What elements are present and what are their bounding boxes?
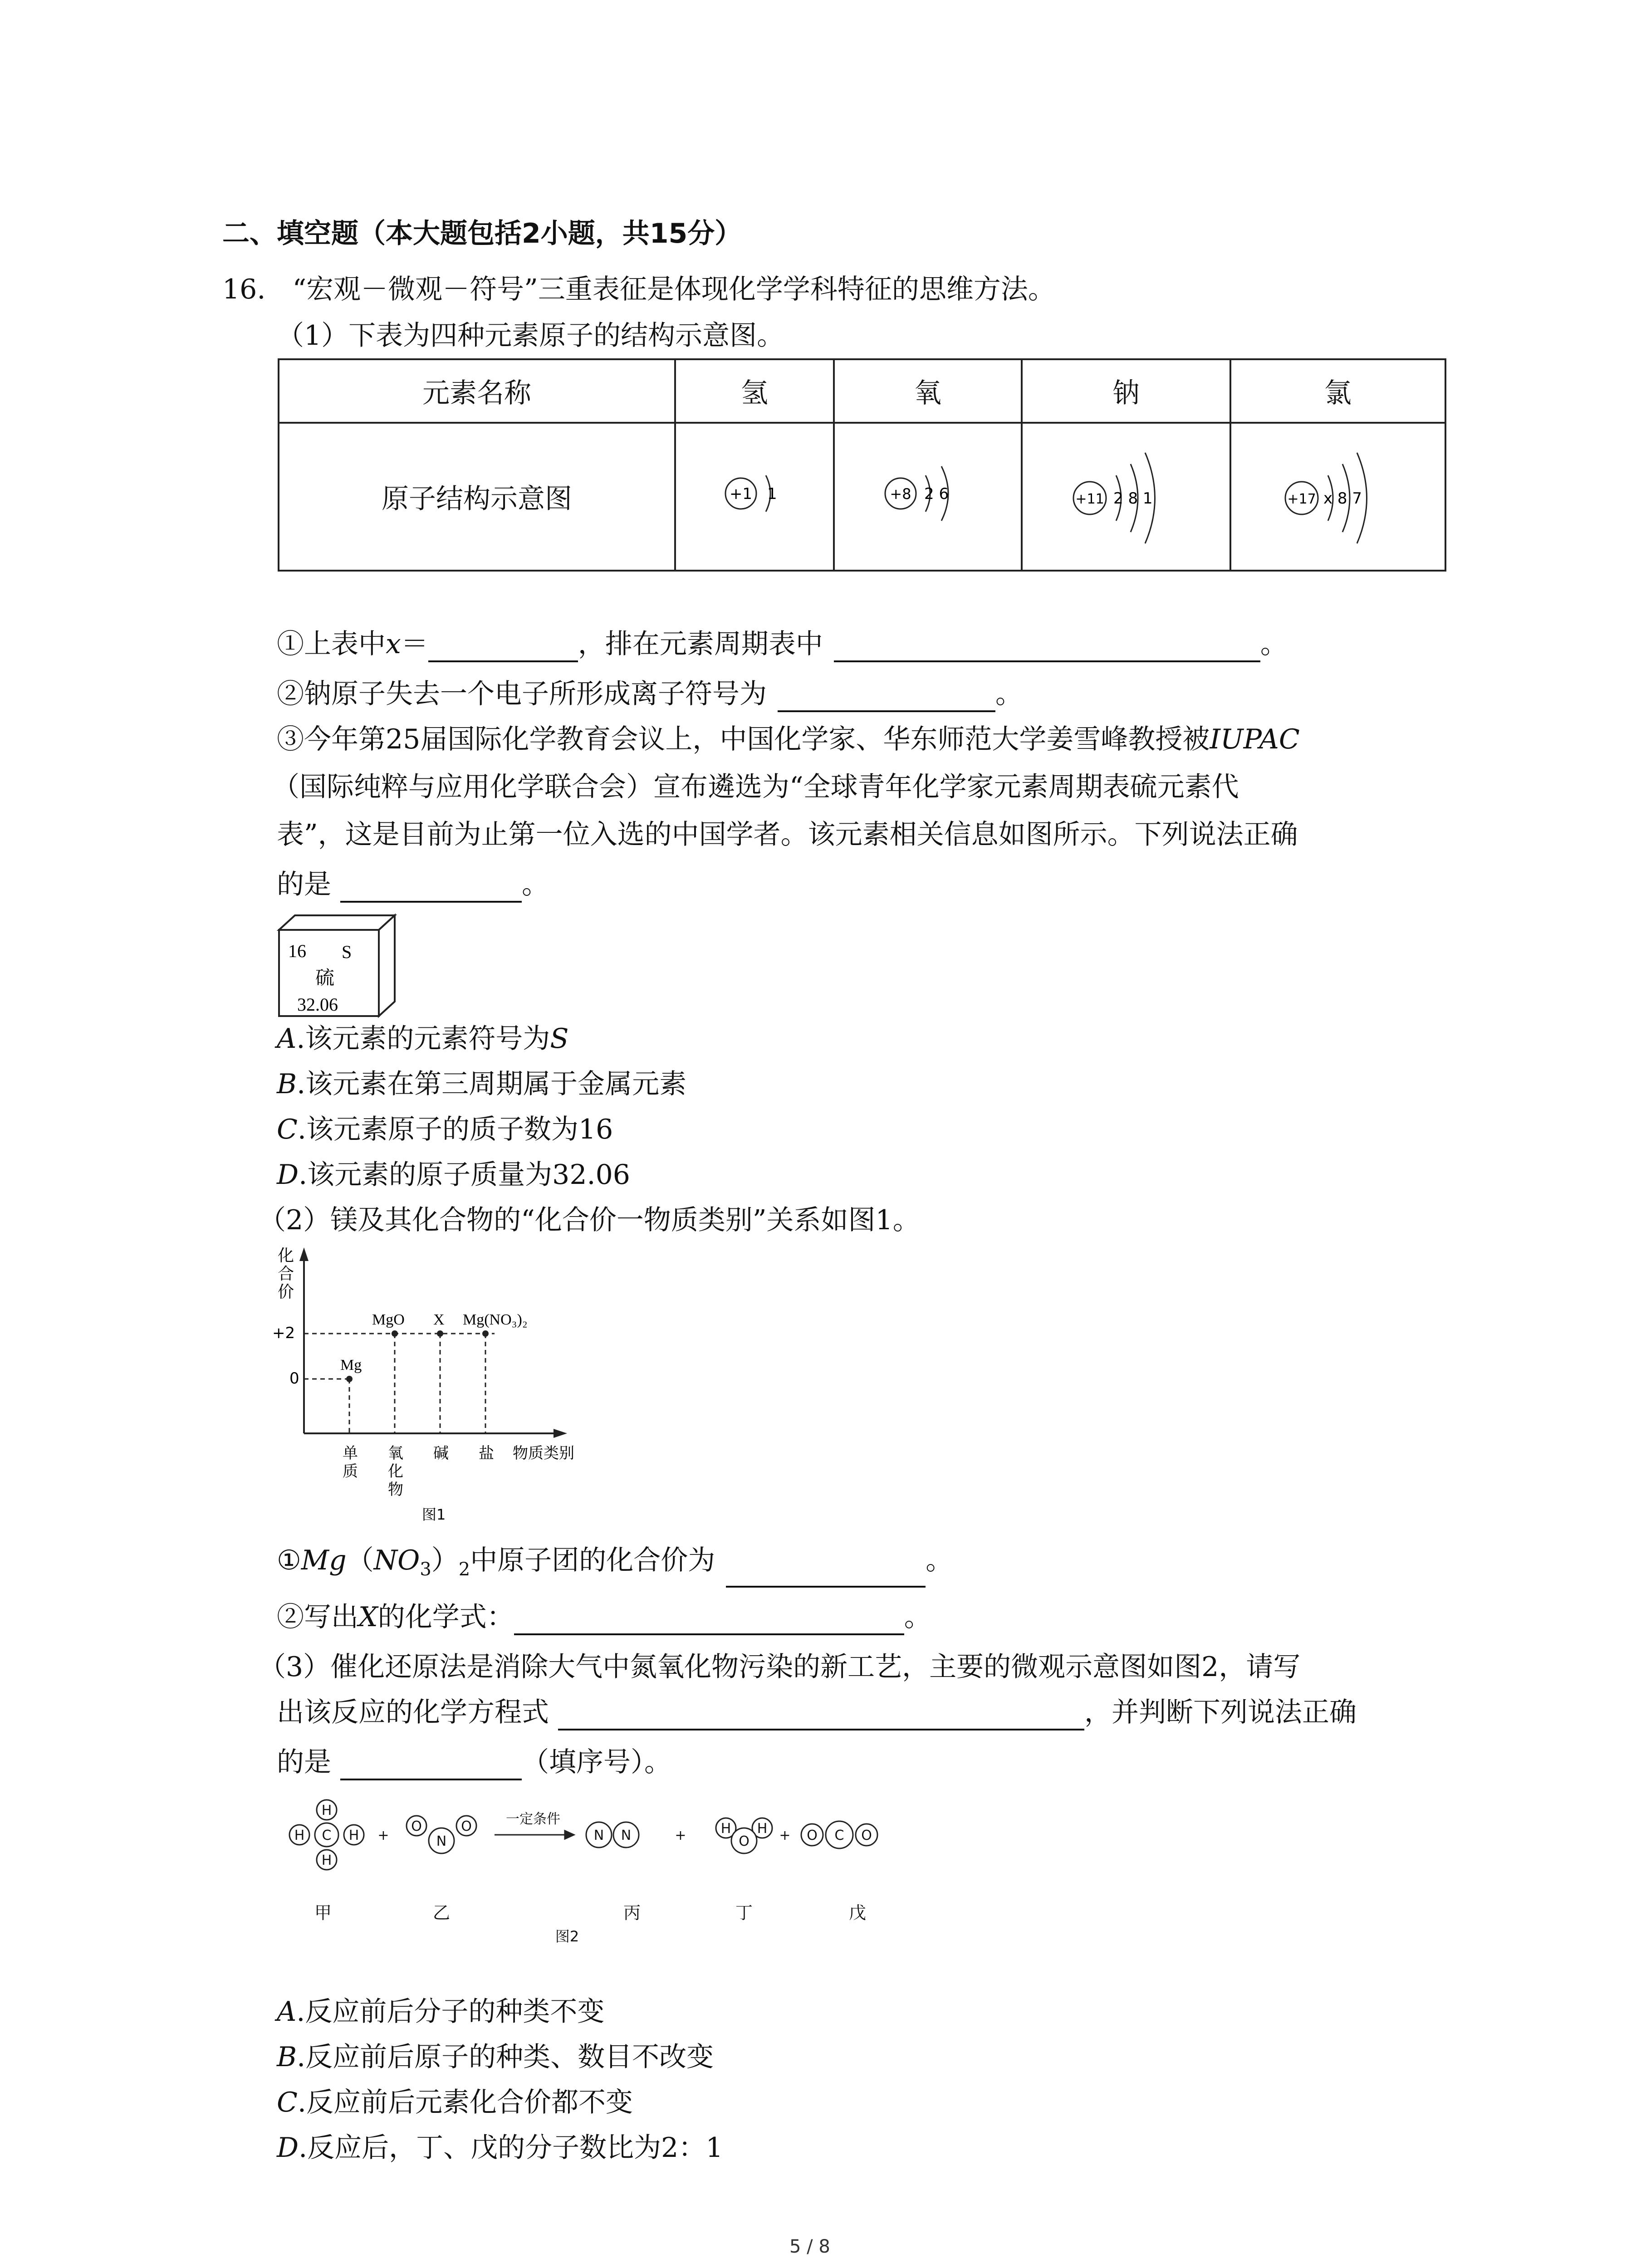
option-text: .该元素在第三周期属于金属元素 (297, 1068, 687, 1100)
option-letter: D (277, 1159, 299, 1191)
text: ① (277, 1545, 301, 1576)
molecule-methane (289, 1800, 364, 1870)
option-3b[interactable] (277, 2039, 714, 2075)
answer-blank-ion[interactable] (778, 682, 995, 712)
text: 的是 (277, 1746, 331, 1778)
atom-diagram-oxygen (834, 423, 1022, 571)
text: 的是 (277, 869, 331, 900)
plus-sign: + (377, 1828, 389, 1843)
text: ①上表中 (277, 628, 386, 660)
figure-1-caption: 图1 (422, 1506, 446, 1523)
table-cell-hydrogen: 氢 (675, 359, 834, 423)
label-yi: 乙 (432, 1903, 451, 1923)
answer-blank-choice[interactable] (340, 1750, 522, 1780)
part3-line2 (277, 1694, 1357, 1730)
option-text: .该元素的元素符号为 (296, 1023, 550, 1055)
option-letter: A (277, 1023, 297, 1055)
category-char: 盐 (479, 1444, 494, 1462)
label-bing: 丙 (623, 1903, 641, 1923)
shell-electrons: x 8 7 (1323, 489, 1362, 508)
option-text: .该元素的原子质量为32.06 (299, 1159, 630, 1191)
atom-h: H (720, 1821, 731, 1837)
category-char: 化 (388, 1462, 403, 1481)
category-char: 碱 (433, 1444, 449, 1462)
shell-electrons: 1 (767, 484, 777, 503)
point-label-mg: Mg (340, 1357, 362, 1374)
option-1d[interactable] (277, 1157, 630, 1193)
card-symbol: S (342, 942, 352, 962)
element-structure-table (278, 358, 1446, 572)
part3-line3 (277, 1744, 671, 1780)
category-char: 质 (343, 1462, 358, 1481)
option-letter: B (277, 1068, 297, 1100)
card-mass: 32.06 (297, 994, 338, 1015)
figure-1-valence-chart (272, 1243, 617, 1542)
atom-diagram-sodium (1022, 423, 1230, 571)
table-header-element-name: 元素名称 (279, 359, 675, 423)
category-char: 物 (388, 1481, 403, 1499)
option-1b[interactable] (277, 1066, 686, 1102)
card-name: 硫 (315, 967, 335, 989)
q2-sub1 (277, 1542, 953, 1588)
atom-diagram-hydrogen (675, 423, 834, 571)
atom-c: C (834, 1828, 844, 1843)
point-x (437, 1330, 443, 1337)
point-label-x: X (433, 1311, 445, 1328)
figure-2-reaction (272, 1787, 916, 1978)
text: ③今年第25届国际化学教育会议上，中国化学家、华东师范大学姜雪峰教授被 (277, 723, 1210, 755)
label-ding: 丁 (735, 1903, 753, 1923)
text: 。 (926, 1545, 953, 1576)
q1-sub2 (277, 676, 1023, 712)
shell-electrons: 2 6 (924, 484, 949, 503)
question-16-stem (222, 271, 1055, 308)
table-cell-chlorine: 氯 (1230, 359, 1445, 423)
formula: ） (431, 1545, 459, 1576)
q1-sub3-line3: 表”，这是目前为止第一位入选的中国学者。该元素相关信息如图所示。下列说法正确 (277, 819, 1298, 850)
y-axis-char: 价 (278, 1283, 294, 1301)
table-cell-oxygen: 氧 (834, 359, 1022, 423)
var-x: X (358, 1601, 378, 1633)
answer-blank-position[interactable] (834, 632, 1260, 662)
text: 出该反应的化学方程式 (277, 1696, 549, 1728)
q1-sub3-line1 (277, 721, 1300, 758)
text: ＝ (401, 628, 428, 660)
section-title: 二、填空题（本大题包括2小题，共15分） (222, 218, 742, 249)
category-char: 氧 (388, 1444, 403, 1462)
subscript: 2 (458, 1559, 470, 1580)
atom-n: N (593, 1828, 604, 1843)
atom-o: O (739, 1833, 749, 1849)
text: ②写出 (277, 1601, 358, 1633)
text: 中原子团的化合价为 (470, 1545, 715, 1576)
y-tick-0: 0 (289, 1369, 299, 1388)
formula: Mg (301, 1545, 347, 1576)
sulfur-element-card (274, 912, 411, 1021)
q1-sub3-line4 (277, 866, 549, 903)
option-letter: C (277, 1114, 298, 1145)
option-1a[interactable] (277, 1021, 569, 1057)
figure-2-caption: 图2 (555, 1928, 579, 1945)
text: 。 (995, 678, 1023, 710)
option-text: .反应后，丁、戊的分子数比为2：1 (299, 2132, 723, 2164)
option-text: .该元素原子的质子数为16 (297, 1114, 613, 1145)
molecule-co2 (801, 1821, 877, 1848)
part2-intro: （2）镁及其化合物的“化合价一物质类别”关系如图1。 (259, 1204, 920, 1236)
formula: NO (373, 1545, 420, 1576)
reaction-condition: 一定条件 (506, 1811, 560, 1827)
page-number: 5 / 8 (789, 2236, 830, 2257)
atom-o: O (807, 1828, 818, 1843)
q1-sub3-line2: （国际纯粹与应用化学联合会）宣布遴选为“全球青年化学家元素周期表硫元素代 (272, 771, 1239, 803)
nucleus-label: +17 (1287, 491, 1316, 507)
q2-sub2 (277, 1599, 931, 1635)
option-letter: D (277, 2132, 299, 2164)
atom-h: H (294, 1828, 305, 1843)
table-cell-sodium: 钠 (1022, 359, 1230, 423)
text: 。 (904, 1601, 931, 1633)
q1-sub1 (277, 626, 1288, 662)
point-label-mgno3: Mg(NO₃)₂ (463, 1311, 528, 1328)
text: ，排在元素周期表中 (578, 628, 823, 660)
plus-sign: + (675, 1828, 686, 1843)
answer-blank-formula-x[interactable] (514, 1605, 904, 1635)
nucleus-label: +8 (890, 485, 911, 503)
atom-c: C (322, 1828, 332, 1843)
option-letter: C (277, 2087, 298, 2118)
option-text: .反应前后元素化合价都不变 (297, 2087, 633, 2118)
text: 。 (522, 869, 549, 900)
molecule-n2 (586, 1822, 639, 1848)
atom-h: H (757, 1821, 768, 1837)
nucleus-label: +11 (1075, 491, 1104, 507)
atom-h: H (348, 1828, 359, 1843)
option-3a[interactable] (277, 1994, 604, 2030)
text: （填序号）。 (522, 1746, 671, 1778)
text: ②钠原子失去一个电子所形成离子符号为 (277, 678, 767, 710)
point-mgo (392, 1330, 398, 1337)
answer-blank-valence[interactable] (726, 1558, 926, 1588)
part3-line1: （3）催化还原法是消除大气中氮氧化物污染的新工艺，主要的微观示意图如图2，请写 (259, 1651, 1301, 1683)
option-1c[interactable] (277, 1111, 613, 1148)
atom-o: O (411, 1818, 422, 1834)
part1-intro: （1）下表为四种元素原子的结构示意图。 (277, 320, 784, 352)
molecule-water (716, 1818, 772, 1853)
question-stem: “宏观－微观－符号”三重表征是体现化学学科特征的思维方法。 (292, 274, 1055, 305)
y-axis-char: 化 (278, 1246, 294, 1265)
option-text: .反应前后分子的种类不变 (296, 1996, 605, 2028)
answer-blank-sulfur[interactable] (340, 873, 522, 903)
x-axis-label: 物质类别 (513, 1444, 574, 1462)
option-text: .反应前后原子的种类、数目不改变 (297, 2041, 714, 2073)
atom-n: N (621, 1828, 632, 1843)
option-letter: A (277, 1996, 297, 2028)
atom-h: H (321, 1853, 332, 1868)
label-jia: 甲 (314, 1903, 332, 1923)
atom-n: N (436, 1833, 447, 1849)
text: 的化学式： (377, 1601, 514, 1633)
atom-diagram-chlorine (1230, 423, 1445, 571)
table-header-structure: 原子结构示意图 (279, 423, 675, 571)
atom-o: O (861, 1828, 872, 1843)
answer-blank-x[interactable] (428, 632, 578, 662)
answer-blank-equation[interactable] (558, 1701, 1084, 1730)
shell-electrons: 2 8 1 (1113, 489, 1153, 508)
point-label-mgo: MgO (372, 1311, 405, 1328)
point-mgno3 (482, 1330, 489, 1337)
plus-sign: + (779, 1828, 791, 1843)
nucleus-label: +1 (729, 484, 752, 503)
subscript: 3 (420, 1559, 431, 1580)
molecule-no2 (407, 1816, 476, 1853)
var-x: x (386, 628, 401, 660)
atom-h: H (321, 1803, 332, 1818)
formula: （ (346, 1545, 374, 1576)
text: 。 (1260, 628, 1288, 660)
y-tick-plus2: +2 (272, 1324, 295, 1342)
category-char: 单 (343, 1444, 358, 1462)
point-mg (346, 1376, 353, 1382)
option-3c[interactable] (277, 2084, 633, 2121)
option-letter: B (277, 2041, 297, 2073)
iupac: IUPAC (1210, 723, 1300, 755)
label-wu: 戊 (848, 1903, 867, 1923)
y-axis-char: 合 (278, 1265, 294, 1283)
option-tail: S (550, 1023, 569, 1055)
atom-o: O (461, 1818, 472, 1834)
text: ，并判断下列说法正确 (1084, 1696, 1357, 1728)
option-3d[interactable] (277, 2130, 723, 2166)
card-atomic-number: 16 (288, 941, 306, 961)
question-number: 16. (222, 274, 266, 305)
